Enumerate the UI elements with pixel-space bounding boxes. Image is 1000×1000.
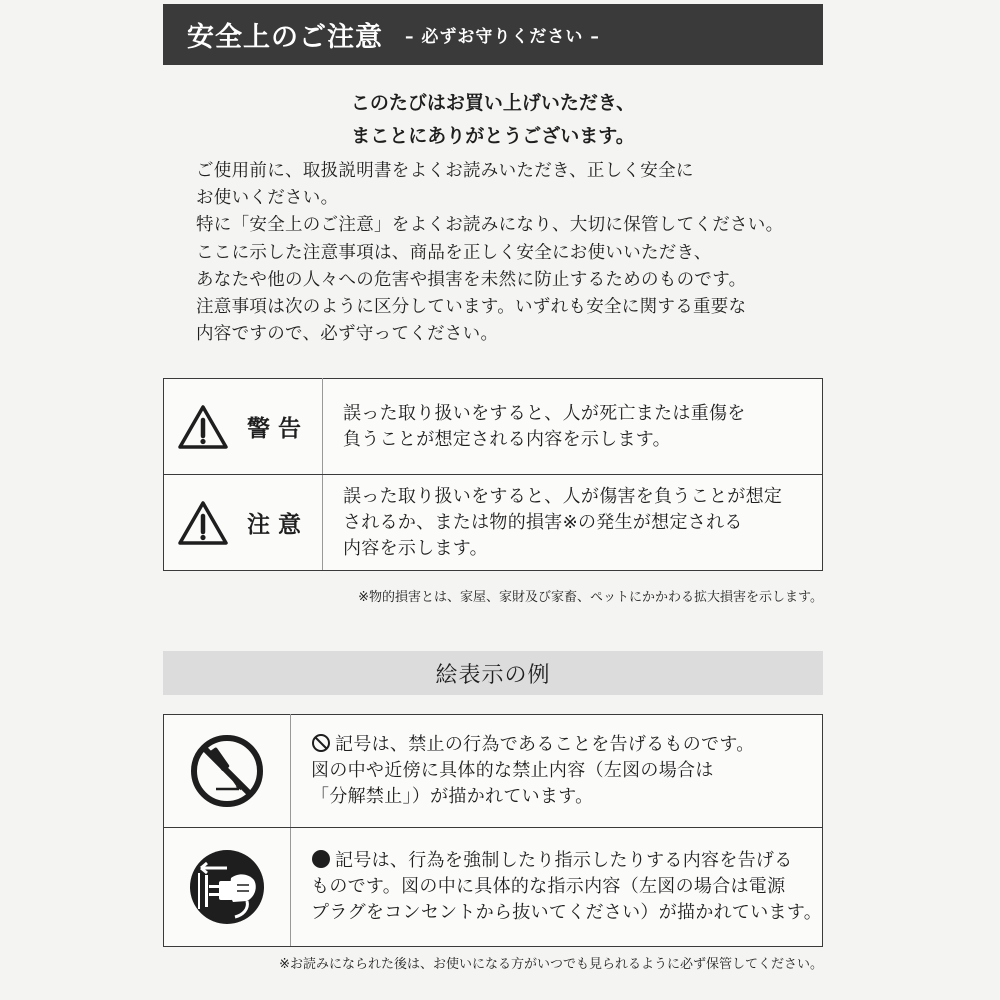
intro-line: あなたや他の人々への危害や損害を未然に防止するためのものです。 xyxy=(196,269,747,290)
example-row-mandatory xyxy=(164,828,823,947)
intro-line: ご使用前に、取扱説明書をよくお読みいただき、正しく安全に xyxy=(196,161,694,181)
signal-desc-warning: 誤った取り扱いをすると、人が死亡または重傷を 負うことが想定される内容を示します。 xyxy=(323,379,823,475)
intro-line: 内容ですので、必ず守ってください。 xyxy=(196,324,499,345)
warning-triangle-icon xyxy=(177,500,229,546)
signal-desc-caution: 誤った取り扱いをすると、人が傷害を負うことが想定 されるか、または物的損害※の発生が想定される 内容を示します。 xyxy=(323,475,823,571)
greeting-line-2: まことにありがとうございます。 xyxy=(351,125,635,147)
example-desc-mandatory: 記号は、行為を強制したり指示したりする内容を告げる ものです。図の中に具体的な指示内容（左図の場合は電源 プラグをコンセントから抜いてください）が描かれています。 xyxy=(291,828,823,947)
signal-word-table xyxy=(163,378,823,571)
signal-row-caution xyxy=(164,475,823,571)
intro-paragraph xyxy=(196,158,796,348)
no-disassembly-icon xyxy=(187,731,267,811)
example-section-header xyxy=(163,651,823,695)
signal-row-warning xyxy=(164,379,823,475)
page-title: 安全上のご注意 xyxy=(187,22,383,53)
greeting-line-1: このたびはお買い上げいただき、 xyxy=(350,92,636,114)
prohibition-mark-icon xyxy=(311,733,331,753)
page-subtitle: – 必ずお守りください – xyxy=(405,27,600,47)
example-row-prohibition xyxy=(164,715,823,828)
pictogram-example-table xyxy=(163,714,823,947)
example-desc-prohibition: 記号は、禁止の行為であることを告げるものです。 図の中や近傍に具体的な禁止内容（左図の場合は 「分解禁止」）が描かれています。 xyxy=(291,715,823,828)
intro-line: 特に「安全上のご注意」をよくお読みになり、大切に保管してください。 xyxy=(196,215,784,236)
warning-triangle-icon xyxy=(177,404,229,450)
intro-line: お使いください。 xyxy=(196,188,339,209)
header-bar xyxy=(163,4,823,65)
mandatory-mark-icon xyxy=(311,849,331,869)
signal-word-caution: 注意 xyxy=(247,512,309,538)
signal-word-warning: 警告 xyxy=(247,416,309,442)
intro-line: ここに示した注意事項は、商品を正しく安全にお使いいただき、 xyxy=(196,242,712,263)
example-section-title: 絵表示の例 xyxy=(435,662,551,688)
property-damage-footnote: ※物的損害とは、家屋、家財及び家畜、ペットにかかわる拡大損害を示します。 xyxy=(358,590,823,605)
intro-line: 注意事項は次のように区分しています。いずれも安全に関する重要な xyxy=(196,297,747,318)
storage-footnote: ※お読みになられた後は、お使いになる方がいつでも見られるように必ず保管してください。 xyxy=(279,957,823,972)
unplug-icon xyxy=(187,847,267,927)
